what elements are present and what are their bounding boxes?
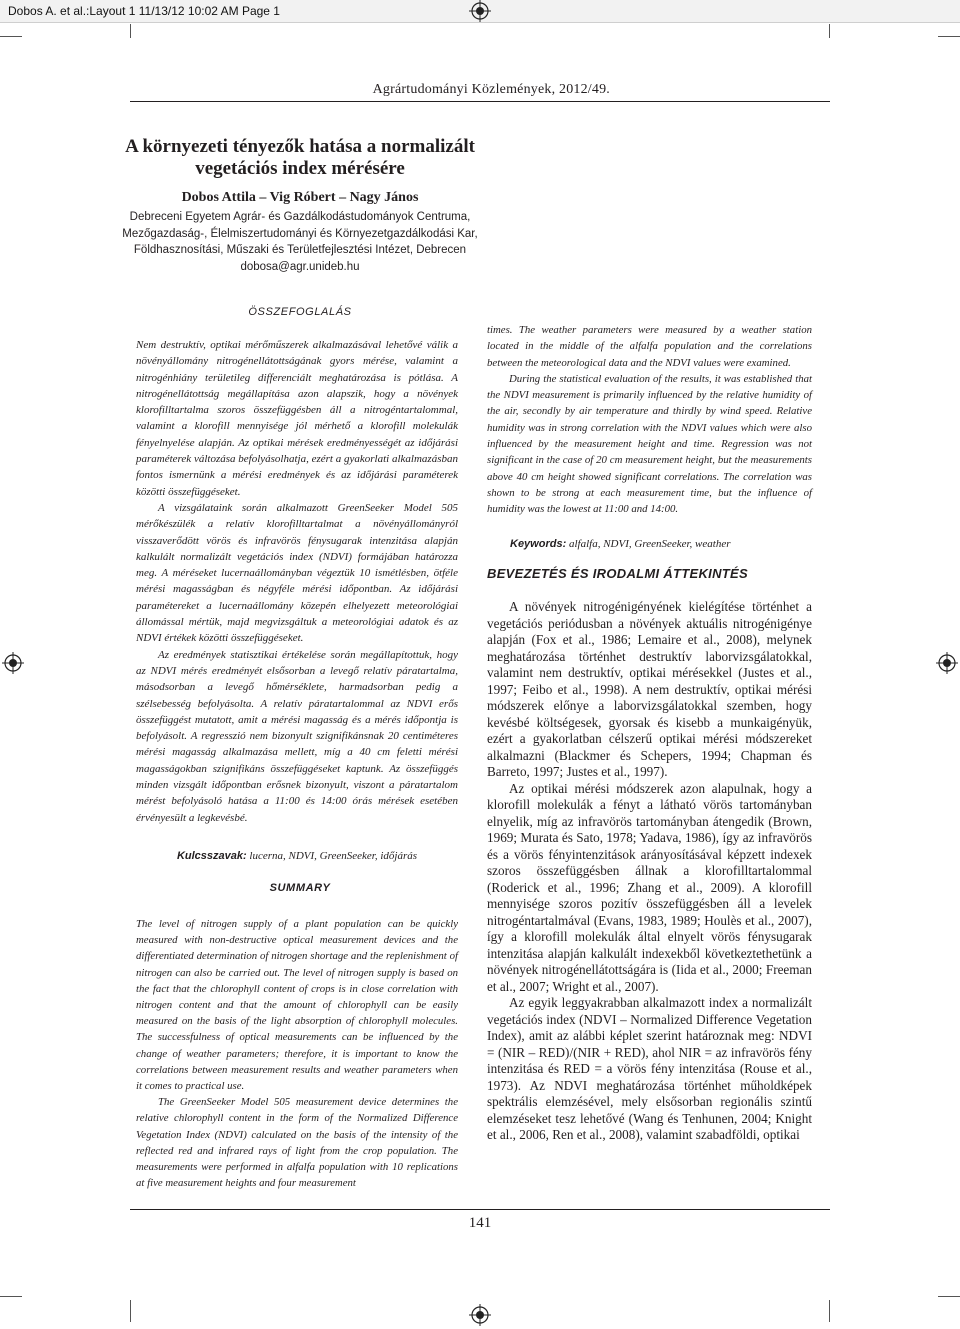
footer-divider bbox=[130, 1209, 830, 1210]
header-divider bbox=[130, 101, 830, 102]
crop-mark bbox=[130, 1300, 131, 1322]
crop-mark bbox=[938, 1296, 960, 1297]
affiliation-line: Debreceni Egyetem Agrár- és Gazdálkodástudományok Centruma, bbox=[129, 211, 471, 223]
registration-mark-icon bbox=[936, 652, 958, 674]
abstract-paragraph: A vizsgálataink során alkalmazott GreenSeeker Model 505 mérőkészülék a relatív klorofilltartalmat a növényállományról visszaverődött vörös és infravörös fénysugarak intenzitása alapján kalkulált normalizált vegetációs index (NDVI) formájában határozza meg. A méréseket lucernaállományban végeztük 10 ismétlésben, ötféle mérési magasságban és négyféle mérési időpontban. Az időjárási paramétereket a lucernaállomány közepén elhelyezett meteorológiai állomással mértük, majd megvizsgáltuk a meteorológiai adatok és az NDVI értékek közötti összefüggéseket. bbox=[136, 501, 458, 645]
keywords-text: lucerna, NDVI, GreenSeeker, időjárás bbox=[246, 850, 418, 862]
crop-mark bbox=[829, 1300, 830, 1322]
introduction-body bbox=[487, 599, 812, 1144]
section-heading-introduction: BEVEZETÉS ÉS IRODALMI ÁTTEKINTÉS bbox=[487, 566, 748, 581]
summary-paragraph: times. The weather parameters were measured by a weather station located in the middle of the alfalfa population and the correlations between the meteorological data and the NDVI values were examined. bbox=[487, 324, 812, 369]
affiliation bbox=[112, 209, 488, 275]
crop-mark bbox=[0, 1296, 22, 1297]
running-header: Agrártudományi Közlemények, 2012/49. bbox=[372, 82, 610, 97]
article-title: A környezeti tényezők hatása a normalizált vegetációs index mérésére bbox=[125, 136, 475, 179]
keywords-en bbox=[510, 538, 810, 550]
page-number: 141 bbox=[468, 1215, 492, 1231]
contact-email[interactable]: dobosa@agr.unideb.hu bbox=[240, 260, 360, 273]
summary-heading: SUMMARY bbox=[269, 882, 331, 894]
affiliation-line: Földhasznosítási, Műszaki és Területfejlesztési Intézet, Debrecen bbox=[133, 244, 467, 256]
body-paragraph: Az egyik leggyakrabban alkalmazott index a normalizált vegetációs index (NDVI – Normalized Difference Vegetation Index), amit az alábbi képlet szerint határoznak meg: NDVI = (NIR – RED)/(NIR + RED), ahol NIR = az infravörös fény intenzitása és RED = a vörös fény intenzitása (Rouse et al., 1973). Az NDVI meghatározása történhet műholdképek spektrális elemzésével, mely elsősorban regionális szintű elemzéseket tesz lehetővé (Wang és Tenhunen, 2004; Knight et al., 2006, Ren et al., 2008), valamint szabadföldi, optikai bbox=[487, 995, 812, 1142]
registration-mark-icon bbox=[469, 0, 491, 22]
keywords-hu bbox=[136, 850, 458, 862]
author-list: Dobos Attila – Vig Róbert – Nagy János bbox=[181, 190, 419, 205]
registration-mark-icon bbox=[2, 652, 24, 674]
crop-mark bbox=[829, 24, 830, 38]
keywords-label: Keywords: bbox=[510, 538, 567, 550]
summary-paragraph: During the statistical evaluation of the results, it was established that the NDVI measurement is primarily influenced by the relative humidity of the air, secondly by air temperature and thirdly by wind speed. Relative humidity was in strong correlation with the NDVI values which were also influenced by the measurement height and time. Regression was not significant in the case of 20 cm measurement height, but the measurements above 40 cm height showed significant correlations. The correlation was shown to be strong at each measurement time, but the influence of humidity was the lowest at 11:00 and 14:00. bbox=[487, 372, 812, 516]
crop-mark bbox=[130, 24, 131, 38]
crop-mark bbox=[0, 36, 22, 37]
registration-mark-icon bbox=[469, 1304, 491, 1326]
abstract-paragraph: Nem destruktív, optikai mérőműszerek alkalmazásával lehetővé válik a növényállomány nitrogénellátottságának gyors mérése, valamint a nitrogénhiány területileg differenciált meghatározása is pótlása. A nitrogénellátottság megállapítása azon alapszik, hogy a növények klorofilltartalma szoros összefüggésben áll a nitrogéntartalommal, valamint a klorofill mennyisége jól mérhető a klorofill molekulák fényelnyelése alapján. Az optikai mérések eredményességét az időjárási paraméterek változása befolyásolhatja, ezért a gyakorlati alkalmazásban fontos ismernünk a mérési eredmények és az időjárási paraméterek közötti összefüggéseket. bbox=[136, 339, 458, 498]
affiliation-line: Mezőgazdaság-, Élelmiszertudományi és Környezetgazdálkodási Kar, bbox=[122, 227, 478, 240]
abstract-hu bbox=[136, 337, 458, 826]
abstract-heading: ÖSSZEFOGLALÁS bbox=[248, 306, 352, 318]
summary-en-continued bbox=[487, 322, 812, 518]
keywords-label: Kulcsszavak: bbox=[176, 850, 247, 862]
keywords-text: alfalfa, NDVI, GreenSeeker, weather bbox=[566, 538, 731, 550]
crop-mark bbox=[938, 36, 960, 37]
print-slug: Dobos A. et al.:Layout 1 11/13/12 10:02 AM Page 1 bbox=[8, 4, 280, 18]
body-paragraph: A növények nitrogénigényének kielégítése történhet a vegetációs periódusban a növények aktuális nitrogénigénye alapján (Fox et al., 1986; Lemaire et al., 2008), melynek meghatározása történhet destruktív laborvizsgálatokkal, valamint nem destruktív, optikai mérésekkel (Justes et al., 1997; Feibo et al., 1998). A nem destruktív, optikai mérési módszerek előnye a laborvizsgálatokkal szemben, hogy kevésbé költségesek, gyorsak és kisebb a munkaigényük, ezért a gyakorlatban célszerű optikai mérési módszereket alkalmazni (Blackmer és Schepers, 1994; Chapman és Barreto, 1997; Justes et al., 1997). bbox=[487, 599, 812, 779]
summary-paragraph: The GreenSeeker Model 505 measurement device determines the relative chlorophyll content in the form of the Normalized Difference Vegetation Index (NDVI) calculated on the basis of the intensity of the reflected red and infrared rays of light from the crop population. The measurements were performed in alfalfa population with 10 replications at five measurement heights and four measurement bbox=[136, 1096, 458, 1190]
summary-paragraph: The level of nitrogen supply of a plant population can be quickly measured with non-destructive optical measurement devices and the differentiated determination of nitrogen shortage and the replenishment of nitrogen can also be carried out. The level of nitrogen supply is based on the fact that the chlorophyll content of crops is in close correlation with nitrogen content and that the amount of chlorophyll can be easily measured on the basis of the light absorption of chlorophyll molecules. The successfulness of optical measurements can be influenced by the change of weather parameters; therefore, it is important to know the correlations between measurement results and weather parameters when it comes to practical use. bbox=[136, 918, 458, 1093]
body-paragraph: Az optikai mérési módszerek azon alapulnak, hogy a klorofill molekulák a fényt a látható vörös tartományban elnyelik, míg az infravörös tartományban átengedik (Brown, 1969; Murata és Sato, 1978; Yadava, 1986), így az infravörös és a vörös fényintenzitások arányosításával képzett indexek szoros összefüggésben állnak a klorofilltartalommal (Roderick et al., 1996; Zhang et al., 2009). A klorofill mennyisége szoros pozitív összefüggésben áll a levelek nitrogéntartalmával (Evans, 1983, 1989; Houlès et al., 2007), így a klorofill molekulák által elnyelt vörös fénysugarak intenzitása alapján kalkulált indexekből következtethetünk a növények nitrogénellátottságára is (Iida et al., 2000; Freeman et al., 2007; Wright et al., 2007). bbox=[487, 780, 812, 994]
abstract-paragraph: Az eredmények statisztikai értékelése során megállapítottuk, hogy az NDVI mérés eredményét elsősorban a levegő relatív páratartalma, másodsorban a levegő hőmérséklete, harmadsorban pedig a szélsebesség befolyásolta. A relatív páratartalommal az NDVI erős összefüggést mutatott, amit a mérési magasság és a mérés időpontja is befolyásolt. A regresszió nem bizonyult szignifikánsnak 20 centiméteres mérési magasság alkalmazása mellett, míg a 40 cm feletti mérési magasságokban szignifikáns összefüggéseket kaptunk. Az összefüggés minden vizsgált időpontban erősnek bizonyult, viszont a páratartalom mérést befolyásoló hatása a 11:00 és 14:00 órás mérések esetében érvényesült a legkevésbé. bbox=[136, 648, 458, 824]
summary-en bbox=[136, 916, 458, 1191]
